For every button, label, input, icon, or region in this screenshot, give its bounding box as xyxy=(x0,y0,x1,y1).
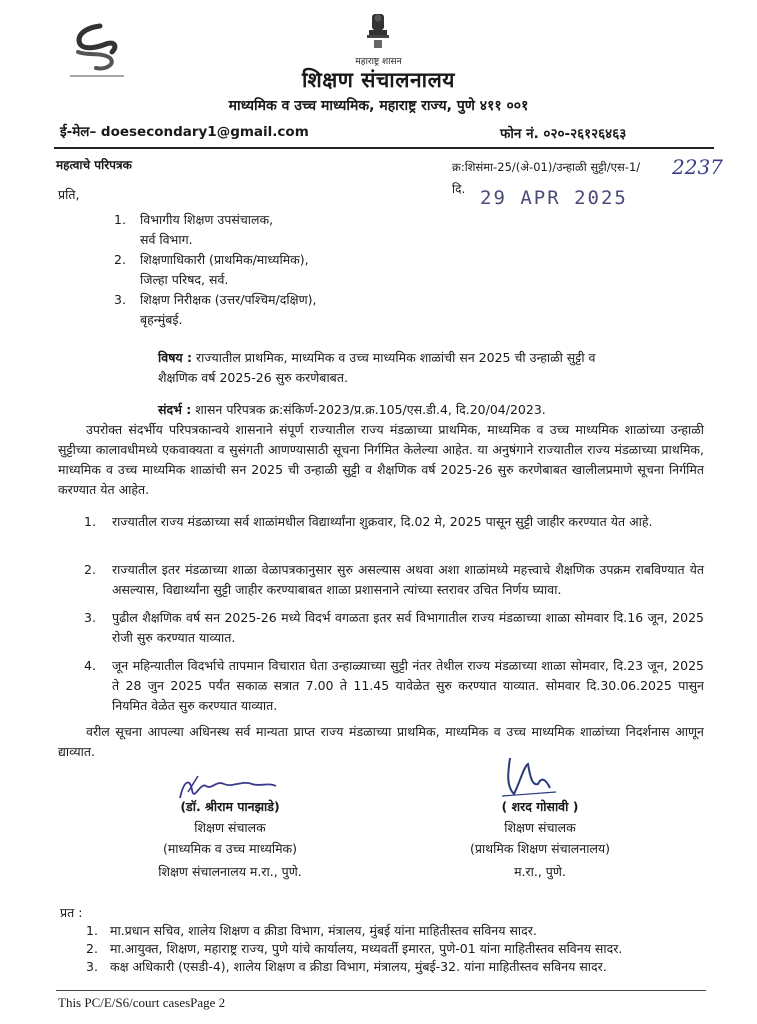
list-item xyxy=(58,656,704,716)
recipient-line1: विभागीय शिक्षण उपसंचालक, xyxy=(140,212,274,227)
signatory-designation: शिक्षण संचालक xyxy=(504,820,576,835)
office-subtitle: माध्यमिक व उच्च माध्यमिक, महाराष्ट्र राज्य, पुणे ४११ ००१ xyxy=(228,98,529,114)
point-text: जून महिन्यातील विदर्भाचे तापमान विचारात घेता उन्हाळ्याच्या सुट्टी नंतर तेथील राज्य मंडळाच्या शाळा सोमवार, दि.23 जून, 2025 ते 28 जुन 2025 पर्यंत सकाळ सत्रात 7.00 ते 11.45 यावेळेत सुरु करण्यात याव्यात. सोमवार दि.30.06.2025 पासुन नियमित वेळेत सुरु करण्यात याव्यात. xyxy=(112,658,704,713)
list-item xyxy=(58,608,704,648)
phone-text: फोन नं. ०२०-२६१२६४६३ xyxy=(500,126,627,142)
recipient-item xyxy=(114,250,414,290)
point-text: पुढील शैक्षणिक वर्ष सन 2025-26 मध्ये विदर्भ वगळता इतर सर्व विभागातील राज्य मंडळाच्या शाळा सोमवार दि.16 जून, 2025 रोजी सुरु करण्यात याव्यात. xyxy=(112,610,704,645)
copy-num: 2. xyxy=(86,941,98,956)
signatory-dept: (माध्यमिक व उच्च माध्यमिक) xyxy=(162,841,298,856)
recipient-num: 3. xyxy=(114,292,126,307)
recipient-num: 1. xyxy=(114,212,126,227)
list-item xyxy=(58,922,708,940)
email-text: ई-मेल– doesecondary1@gmail.com xyxy=(60,124,309,140)
notice-type: महत्वाचे परिपत्रक xyxy=(56,158,132,172)
handwritten-number: 2237 xyxy=(672,155,723,179)
signatory-name: ( शरद गोसावी ) xyxy=(501,799,579,814)
footer-divider xyxy=(56,990,706,991)
point-text: राज्यातील इतर मंडळाच्या शाळा वेळापत्रकानुसार सुरु असल्यास अथवा अशा शाळांमध्ये महत्त्वाचे शैक्षणिक उपक्रम राबविण्यात येत असल्यास, विद्यार्थ्यांना सुट्टी जाहीर करण्याबाबत शाळा प्रशासनाने त्यांच्या स्तरावर उचित निर्णय घ्यावा. xyxy=(112,562,704,597)
point-num: 4. xyxy=(84,658,96,673)
date-stamp: 29 APR 2025 xyxy=(480,187,628,209)
recipient-line1: शिक्षणाधिकारी (प्राथमिक/माध्यमिक), xyxy=(140,252,309,267)
subject-text: राज्यातील प्राथमिक, माध्यमिक व उच्च माध्यमिक शाळांची सन 2025 ची उन्हाळी सुट्टी व शैक्षणिक वर्ष 2025-26 सुरु करणेबाबत. xyxy=(158,350,596,385)
signatory-dept: (प्राथमिक शिक्षण संचालनालय) xyxy=(469,841,611,856)
reference-block xyxy=(158,401,546,418)
list-item xyxy=(58,940,708,958)
govt-label: महाराष्ट्र शासन xyxy=(355,57,402,67)
copy-text: कक्ष अधिकारी (एसडी-4), शालेय शिक्षण व क्रीडा विभाग, मंत्रालय, मुंबई-32. यांना माहितीस्तव सविनय सादर. xyxy=(110,959,607,974)
recipient-line2: बृहन्मुंबई. xyxy=(140,312,183,327)
reference-number: क्र:शिसंमा-25/(अे-01)/उन्हाळी सुट्टी/एस-1/ xyxy=(452,160,641,174)
point-num: 3. xyxy=(84,610,96,625)
signature-image xyxy=(480,752,570,802)
recipient-line1: शिक्षण निरीक्षक (उत्तर/पश्चिम/दक्षिण), xyxy=(140,292,317,307)
point-text: राज्यातील राज्य मंडळाच्या सर्व शाळांमधील विद्यार्थ्यांना शुक्रवार, दि.02 मे, 2025 पासून सुट्टी जाहीर करण्यात येत आहे. xyxy=(112,514,653,529)
reference-label: संदर्भ : xyxy=(158,402,192,417)
closing-paragraph: वरील सूचना आपल्या अधिनस्थ सर्व मान्यता प्राप्त राज्य मंडळाच्या प्राथमिक, माध्यमिक व उच्च माध्यमिक शाळांच्या निदर्शनास आणून द्याव्यात. xyxy=(58,724,704,759)
signatory-right xyxy=(420,798,660,880)
recipient-line2: जिल्हा परिषद, सर्व. xyxy=(140,272,229,287)
copy-num: 1. xyxy=(86,923,98,938)
copy-text: मा.आयुक्त, शिक्षण, महाराष्ट्र राज्य, पुणे यांचे कार्यालय, मध्यवर्ती इमारत, पुणे-01 यांना माहितीस्तव सविनय सादर. xyxy=(110,941,623,956)
signatory-name: (डॉ. श्रीराम पानझाडे) xyxy=(180,799,280,814)
copy-text: मा.प्रधान सचिव, शालेय शिक्षण व क्रीडा विभाग, मंत्रालय, मुंबई यांना माहितीस्तव सविनय सादर. xyxy=(110,923,537,938)
copy-num: 3. xyxy=(86,959,98,974)
national-emblem-icon xyxy=(365,12,391,52)
date-label: दि. xyxy=(452,182,466,196)
office-title: शिक्षण संचालनालय xyxy=(302,68,455,92)
recipients-heading: प्रति, xyxy=(58,187,80,202)
reference-text: शासन परिपत्रक क्र:संकिर्ण-2023/प्र.क्र.105/एस.डी.4, दि.20/04/2023. xyxy=(195,402,546,417)
recipient-line2: सर्व विभाग. xyxy=(140,232,193,247)
list-item xyxy=(58,560,704,600)
signatory-office: शिक्षण संचालनालय म.रा., पुणे. xyxy=(158,864,302,879)
point-num: 2. xyxy=(84,562,96,577)
signatory-left xyxy=(110,798,350,880)
recipient-item xyxy=(114,210,414,250)
signatory-office: म.रा., पुणे. xyxy=(514,864,566,879)
recipient-num: 2. xyxy=(114,252,126,267)
list-item xyxy=(58,512,704,552)
copy-heading: प्रत : xyxy=(60,905,83,920)
subject-label: विषय : xyxy=(158,350,193,365)
header-divider xyxy=(54,147,714,149)
recipient-item xyxy=(114,290,414,330)
intro-paragraph: उपरोक्त संदर्भीय परिपत्रकान्वये शासनाने संपूर्ण राज्यातील राज्य मंडळाच्या प्राथमिक, माध्यमिक व उच्च माध्यमिक शाळांच्या उन्हाळी सुट्टीच्या कालावधीमध्ये एकवाक्यता व सुसंगती आणण्यासाठी सूचना निर्गमित केलेल्या आहेत. या अनुषंगाने राज्यातील राज्य मंडळाच्या प्राथमिक, माध्यमिक व उच्च माध्यमिक शाळांची सन 2025 ची उन्हाळी सुट्टी व शैक्षणिक वर्ष 2025-26 सुरु करणेबाबत खालीलप्रमाणे सूचना निर्गमित करण्यात येत आहेत. xyxy=(58,422,704,497)
list-item xyxy=(58,958,708,976)
signatory-designation: शिक्षण संचालक xyxy=(194,820,266,835)
subject-block xyxy=(158,348,638,388)
point-num: 1. xyxy=(84,514,96,529)
footer-text: This PC/E/S6/court casesPage 2 xyxy=(58,995,226,1010)
